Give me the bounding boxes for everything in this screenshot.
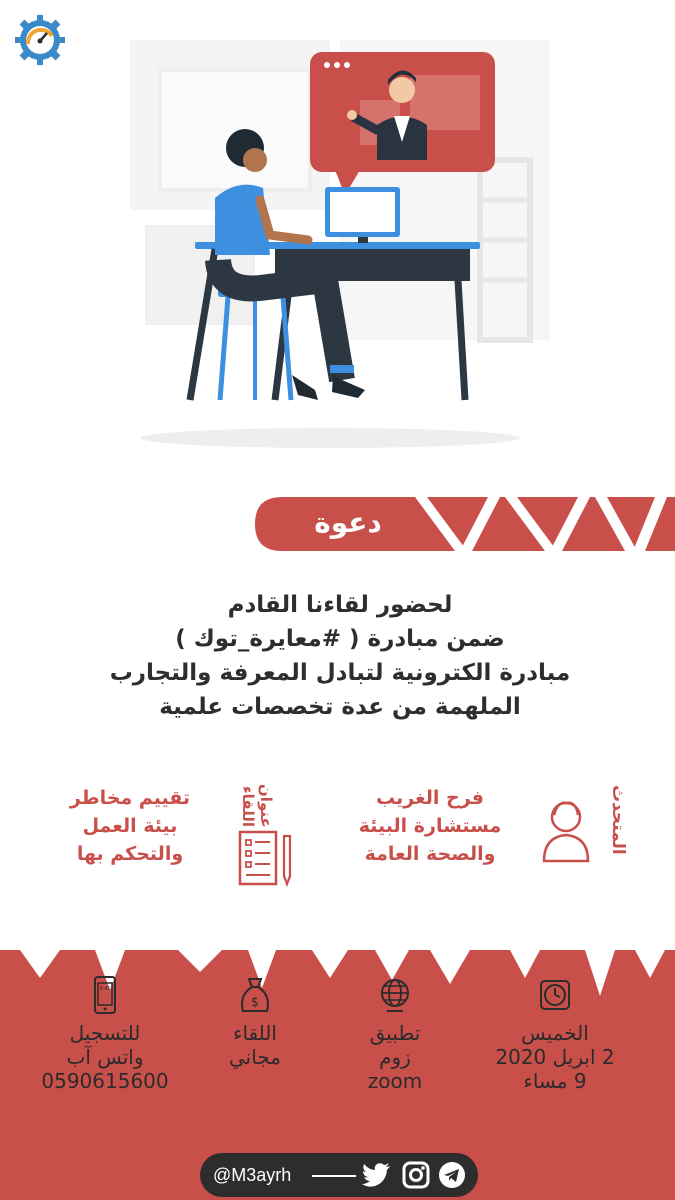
- topic-line: تقييم مخاطر: [69, 787, 191, 809]
- topic-info: [40, 784, 220, 868]
- platform-line: زوم: [379, 1045, 411, 1069]
- fee-info: [195, 975, 315, 1069]
- platform-line: zoom: [367, 1069, 423, 1093]
- date-text: 2 ابريل 2020: [495, 1045, 615, 1069]
- register-line: للتسجيل: [69, 1021, 141, 1045]
- intro-line: ضمن مبادرة ( #معايرة_توك ): [175, 626, 505, 652]
- date-info: [470, 975, 640, 1093]
- intro-line: الملهمة من عدة تخصصات علمية: [159, 694, 521, 720]
- phone-icon: [85, 975, 125, 1015]
- banner-title: دعوة: [314, 506, 382, 539]
- time-text: 9 مساء: [523, 1069, 587, 1093]
- topic-line: بيئة العمل: [82, 815, 178, 837]
- telegram-icon[interactable]: [438, 1161, 466, 1189]
- social-handle[interactable]: @M3ayrh: [213, 1165, 292, 1185]
- globe-icon: [375, 975, 415, 1015]
- speaker-role: مستشارة البيئة: [358, 815, 502, 837]
- phone-number: 0590615600: [41, 1069, 169, 1093]
- invitation-text: [40, 588, 640, 724]
- twitter-icon[interactable]: [362, 1161, 392, 1189]
- divider: [312, 1175, 356, 1177]
- platform-info: [335, 975, 455, 1093]
- clock-icon: [535, 975, 575, 1015]
- fee-line: مجاني: [229, 1045, 281, 1069]
- topic-line: والتحكم بها: [76, 843, 184, 865]
- speaker-info: [330, 784, 530, 868]
- register-line: واتس آب: [66, 1045, 144, 1069]
- day-text: الخميس: [521, 1021, 589, 1045]
- register-info: [25, 975, 185, 1093]
- topic-label: عنوان اللقاء: [239, 784, 275, 828]
- document-pen-icon: [236, 826, 296, 888]
- fee-line: اللقاء: [233, 1021, 277, 1045]
- video-call-illustration: [120, 30, 560, 460]
- platform-line: تطبيق: [369, 1021, 421, 1045]
- person-icon: [540, 795, 592, 865]
- instagram-icon[interactable]: [402, 1161, 430, 1189]
- speaker-role: والصحة العامة: [364, 843, 496, 865]
- logo: [14, 14, 66, 66]
- intro-line: مبادرة الكترونية لتبادل المعرفة والتجارب: [109, 660, 571, 686]
- svg-text:$: $: [251, 995, 259, 1009]
- speaker-label: المتحدث: [608, 785, 628, 855]
- phone-time: 9:41: [99, 986, 111, 992]
- intro-line: لحضور لقاءنا القادم: [227, 592, 453, 618]
- speaker-name: فرح الغريب: [375, 787, 484, 809]
- money-bag-icon: [235, 975, 275, 1015]
